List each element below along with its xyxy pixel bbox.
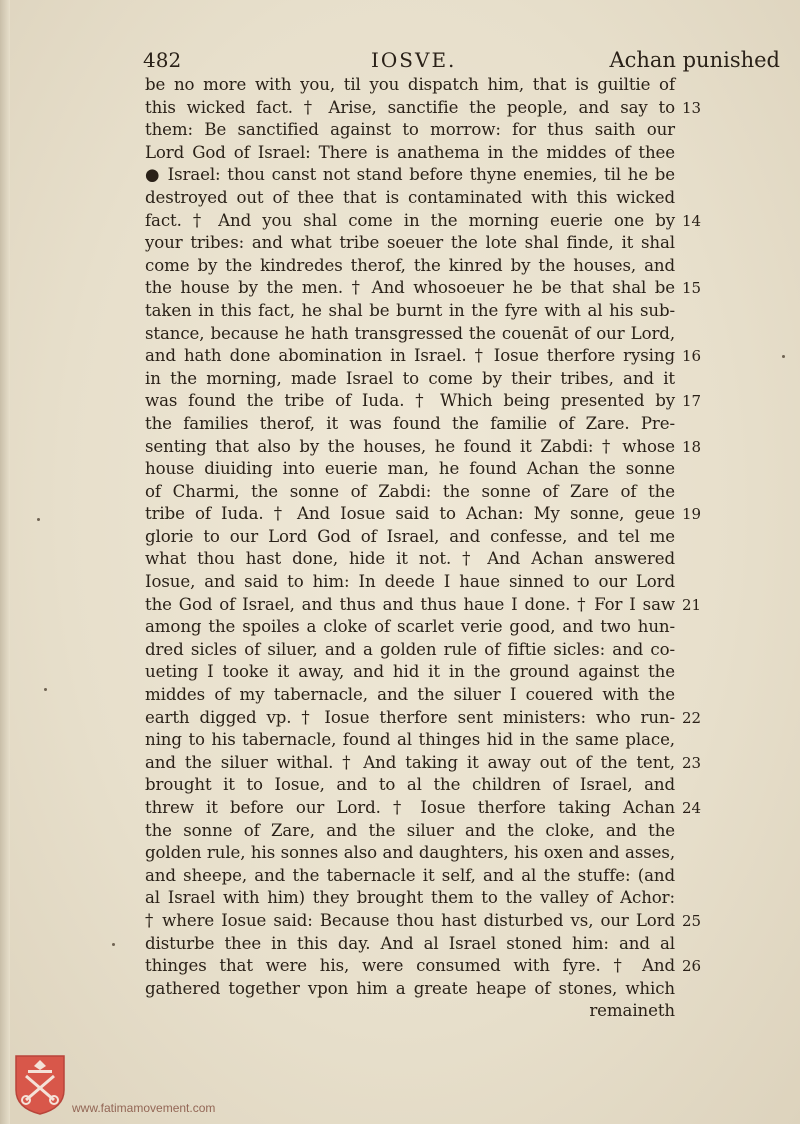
text-line: earth digged vp. † Iosue therfore sent ministers: who run- xyxy=(145,707,675,727)
text-line: brought it to Iosue, and to al the children of Israel, and xyxy=(145,775,675,795)
text-line: come by the kindredes therof, the kinred by the houses, and xyxy=(145,255,675,275)
text-line: † where Iosue said: Because thou hast disturbed vs, our Lord xyxy=(145,910,675,930)
text-line: senting that also by the houses, he found it Zabdi: † whose xyxy=(145,436,675,456)
text-line: ● Israel: thou canst not stand before thyne enemies, til he be xyxy=(145,165,675,185)
paper-speck xyxy=(112,943,115,946)
verse-number: 16 xyxy=(682,347,702,366)
text-line: Iosue, and said to him: In deede I haue sinned to our Lord xyxy=(145,572,675,592)
verse-number: 13 xyxy=(682,98,702,117)
text-line: gathered together vpon him a greate heape of stones, which xyxy=(145,978,675,998)
text-line: al Israel with him) they brought them to the valley of Achor: xyxy=(145,888,675,908)
verse-number: 18 xyxy=(682,437,702,456)
section-title: Achan punished xyxy=(609,48,780,72)
papal-keys-seal-icon xyxy=(12,1052,68,1116)
verse-number: 24 xyxy=(682,799,702,818)
verse-number: 23 xyxy=(682,754,702,772)
verse-number: 22 xyxy=(682,708,702,727)
text-line: them: Be sanctified against to morrow: for thus saith our xyxy=(145,120,675,140)
paper-speck xyxy=(782,355,785,358)
text-line: the sonne of Zare, and the siluer and the cloke, and the xyxy=(145,820,675,840)
text-line: what thou hast done, hide it not. † And Achan answered xyxy=(145,549,675,569)
page-header xyxy=(143,48,783,74)
text-line: threw it before our Lord. † Iosue therfore taking Achan xyxy=(145,798,675,817)
text-line: this wicked fact. † Arise, sanctifie the people, and say to xyxy=(145,97,675,117)
text-line: and hath done abomination in Israel. † Iosue therfore rysing xyxy=(145,346,675,366)
text-line: disturbe thee in this day. And al Israel stoned him: and al xyxy=(145,933,675,953)
watermark: www.fatimamovement.com xyxy=(72,1101,216,1115)
text-line: destroyed out of thee that is contaminated with this wicked xyxy=(145,187,675,207)
text-line: house diuiding into euerie man, he found Achan the sonne xyxy=(145,459,675,479)
text-line: ning to his tabernacle, found al thinges hid in the same place, xyxy=(145,730,675,750)
page-edge-shadow xyxy=(0,0,10,1124)
text-line: ueting I tooke it away, and hid it in the ground against the xyxy=(145,662,675,682)
text-line: be no more with you, til you dispatch him, that is guiltie of xyxy=(145,75,675,94)
verse-number: 19 xyxy=(682,505,702,524)
text-line: Lord God of Israel: There is anathema in the middes of thee xyxy=(145,142,675,162)
verse-number: 21 xyxy=(682,595,702,614)
text-line: middes of my tabernacle, and the siluer I couered with the xyxy=(145,685,675,705)
verse-number: 14 xyxy=(682,211,702,230)
text-line: thinges that were his, were consumed with fyre. † And xyxy=(145,956,675,976)
text-line: stance, because he hath transgressed the couenāt of our Lord, xyxy=(145,323,675,343)
text-line: golden rule, his sonnes also and daughters, his oxen and asses, xyxy=(145,843,675,863)
text-line: remaineth xyxy=(589,1001,675,1021)
text-line: of Charmi, the sonne of Zabdi: the sonne of Zare of the xyxy=(145,481,675,501)
page-number: 482 xyxy=(143,48,182,72)
text-line: and the siluer withal. † And taking it away out of the tent, xyxy=(145,752,675,772)
verse-number: 15 xyxy=(682,279,702,298)
body-text xyxy=(145,74,675,1023)
text-line: in the morning, made Israel to come by their tribes, and it xyxy=(145,368,675,388)
text-line: the God of Israel, and thus and thus haue I done. † For I saw xyxy=(145,594,675,614)
text-line: glorie to our Lord God of Israel, and confesse, and tel me xyxy=(145,526,675,546)
verse-number: 26 xyxy=(682,957,702,976)
verse-number: 17 xyxy=(682,392,702,411)
text-line: taken in this fact, he shal be burnt in the fyre with al his sub- xyxy=(145,300,675,320)
paper-speck xyxy=(37,518,40,521)
verse-number: 25 xyxy=(682,912,702,931)
running-title: IOSVE. xyxy=(371,48,457,72)
text-line: and sheepe, and the tabernacle it self, and al the stuffe: (and xyxy=(145,865,675,885)
text-line: fact. † And you shal come in the morning euerie one by xyxy=(145,210,675,230)
text-line: dred sicles of siluer, and a golden rule of fiftie sicles: and co- xyxy=(145,639,675,659)
text-line: tribe of Iuda. † And Iosue said to Achan: My sonne, geue xyxy=(145,504,675,524)
text-line: the families therof, it was found the familie of Zare. Pre- xyxy=(145,413,675,433)
text-line: the house by the men. † And whosoeuer he be that shal be xyxy=(145,278,675,298)
text-line: among the spoiles a cloke of scarlet verie good, and two hun- xyxy=(145,617,675,637)
text-line: was found the tribe of Iuda. † Which being presented by xyxy=(145,391,675,411)
text-line: your tribes: and what tribe soeuer the lote shal finde, it shal xyxy=(145,233,675,253)
paper-speck xyxy=(44,688,47,691)
